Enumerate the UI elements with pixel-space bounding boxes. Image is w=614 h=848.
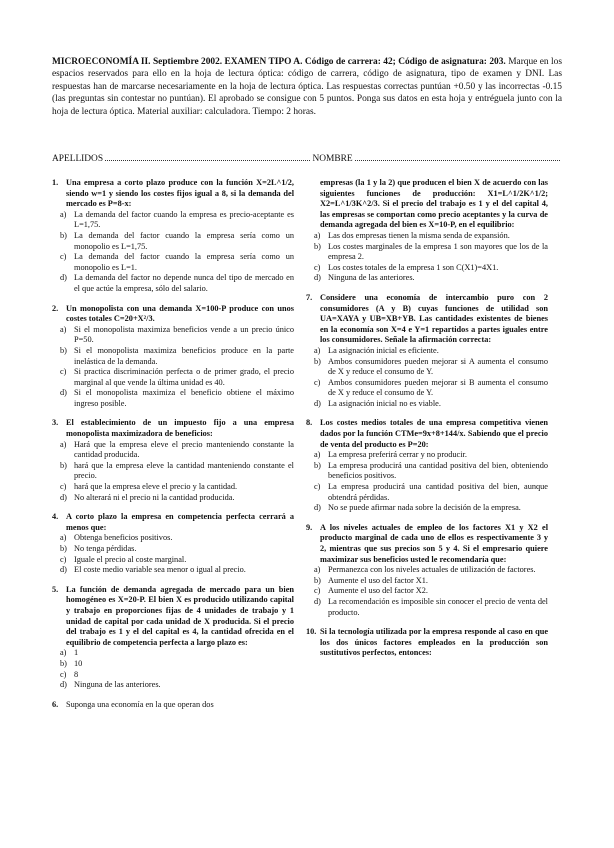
question-7-option-b [314, 357, 548, 378]
option-letter: c) [314, 377, 321, 387]
option-text: No tenga pérdidas. [74, 544, 137, 553]
option-text: hará que la empresa eleve la cantidad manteniendo constante el precio. [74, 460, 294, 481]
question-8-option-b [314, 461, 548, 482]
question-1-option-a [60, 210, 294, 231]
option-text: La empresa producirá una cantidad positiva del bien, obteniendo beneficios positivos. [328, 460, 548, 481]
question-1-option-c [60, 252, 294, 273]
option-text: 8 [74, 669, 79, 679]
option-text: Ambos consumidores pueden mejorar si A aumenta el consumo de X y reduce el consumo de Y. [328, 356, 548, 377]
question-8-option-d [314, 503, 548, 514]
question-7-option-c [314, 378, 548, 399]
option-text: Obtenga beneficios positivos. [74, 533, 173, 543]
question-text: Los costes medios totales de una empresa competitiva vienen dados por la función CTMe=9x+8+144/x. Sabiendo que el precio de venta del producto es P=20: [320, 418, 548, 449]
question-6 [52, 700, 294, 711]
question-4-option-b [60, 544, 294, 555]
option-text: Aumente el uso del factor X1. [328, 575, 428, 585]
question-number: 6. [52, 699, 59, 709]
question-number: 3. [52, 418, 59, 428]
question-10 [306, 627, 548, 659]
option-letter: c) [60, 669, 67, 679]
question-6-option-a [314, 231, 548, 242]
option-text: La empresa preferirá cerrar y no producir. [328, 450, 467, 460]
question-9 [306, 523, 548, 618]
option-letter: c) [314, 586, 321, 596]
option-letter: a) [60, 533, 67, 543]
option-letter: a) [314, 230, 321, 240]
option-text: El coste medio variable sea menor o igual al precio. [74, 565, 246, 575]
question-8-option-a [314, 450, 548, 461]
question-number: 9. [306, 522, 313, 532]
question-1-option-b [60, 231, 294, 252]
option-text: La asignación inicial es eficiente. [328, 345, 439, 355]
option-letter: a) [60, 648, 67, 658]
option-letter: d) [314, 398, 321, 408]
question-4 [52, 512, 294, 576]
question-6-option-c [314, 263, 548, 274]
question-text: La función de demanda agregada de mercado para un bien homogéneo es X=20-P. El bien X es producido utilizando capital y trabajo en proporciones fijas de 4 unidades de trabajo y 1 unidad de capital por cada unidad de X producida. Si el precio del trabajo es 1 y el del capital es 4, la cantidad ofrecida en el equilibrio de competencia perfecta a largo plazo es: [66, 584, 294, 647]
question-number: 1. [52, 178, 59, 187]
option-text: 10 [74, 658, 83, 668]
question-5-stem [52, 585, 294, 649]
option-letter: d) [60, 273, 67, 283]
option-text: No alterará ni el precio ni la cantidad producida. [74, 492, 235, 502]
option-text: hará que la empresa eleve el precio y la cantidad. [74, 482, 238, 492]
option-letter: b) [60, 345, 67, 355]
question-1 [52, 178, 294, 295]
question-8-stem [306, 418, 548, 450]
question-text: Considere una economía de intercambio puro con 2 consumidores (A y B) cuyas funciones de utilidad son UA=XAYA y UB=XB+YB. Las cantidades existentes de bienes en la economía son X=4 e Y=1 repartidos a partes iguales entre los consumidores. Señale la afirmación correcta: [320, 292, 548, 345]
option-text: Las dos empresas tienen la misma senda de expansión. [328, 230, 510, 240]
apellidos-field[interactable] [105, 154, 310, 161]
question-5-option-c [60, 670, 294, 681]
option-text: La demanda del factor cuando la empresa sería como un monopolio es L=1,75. [74, 230, 294, 251]
option-letter: a) [314, 345, 321, 355]
option-text: Ninguna de las anteriores. [74, 680, 161, 690]
option-letter: c) [314, 482, 321, 492]
option-text: Los costes totales de la empresa 1 son C(X1)=4X1. [328, 262, 499, 272]
option-text: Si practica discriminación perfecta o de primer grado, el precio marginal al que vende la última unidad es 40. [74, 367, 294, 387]
option-text: Permanezca con los niveles actuales de utilización de factores. [328, 565, 536, 575]
question-6-options [306, 231, 548, 284]
question-7-option-a [314, 346, 548, 357]
exam-header [52, 56, 562, 118]
question-4-stem [52, 512, 294, 533]
question-2-option-d [60, 388, 294, 409]
question-7-option-d [314, 399, 548, 410]
nombre-label: NOMBRE [312, 154, 353, 164]
question-number: 5. [52, 584, 59, 594]
question-2 [52, 304, 294, 410]
question-6-stem [52, 700, 294, 711]
question-3-option-a [60, 440, 294, 461]
option-letter: a) [314, 450, 321, 460]
option-text: Los costes marginales de la empresa 1 son mayores que los de la empresa 2. [328, 241, 548, 262]
question-number: 7. [306, 292, 313, 302]
question-number: 2. [52, 303, 59, 313]
option-letter: c) [60, 554, 67, 564]
question-5-option-d [60, 680, 294, 691]
option-text: Si el monopolista maximiza beneficios vende a un precio único P=50. [74, 324, 294, 345]
right-questions [306, 293, 548, 659]
question-5-option-b [60, 659, 294, 670]
option-text: La asignación inicial no es viable. [328, 398, 441, 408]
option-letter: d) [60, 565, 67, 575]
option-text: La demanda del factor cuando la empresa sería como un monopolio es L=1. [74, 252, 294, 272]
question-number: 10. [306, 627, 317, 637]
option-text: Aumente el uso del factor X2. [328, 586, 428, 596]
question-9-option-a [314, 565, 548, 576]
option-text: La demanda del factor cuando la empresa es precio-aceptante es L=1,75. [74, 209, 294, 230]
question-2-option-b [60, 346, 294, 367]
question-text: Suponga una economía en la que operan dos [66, 699, 214, 709]
option-text: La demanda del factor no depende nunca del tipo de mercado en el que actúe la empresa, sólo del salario. [74, 273, 294, 293]
exam-instructions: Marque en los espacios reservados para ello en la hoja de lectura óptica: código de carrera, código de asignatura, tipo de examen y DNI. Las respuestas han de marcarse necesariamente en la hoja de lectura óptica. Las respuestas correctas puntúan +0.50 y las incorrectas -0.15 (las preguntas sin contestar no puntúan). El aprobado se consigue con 5 puntos. Ponga sus datos en esta hoja y entréguela junto con la hoja de lectura óptica. Material auxiliar: calculadora. Tiempo: 2 horas. [52, 57, 562, 117]
option-letter: a) [60, 439, 67, 449]
question-text: El establecimiento de un impuesto fijo a una empresa monopolista maximizadora de beneficios: [66, 418, 294, 439]
option-text: La empresa producirá una cantidad positiva del bien, aunque obtendrá pérdidas. [328, 482, 548, 502]
student-name-line [52, 154, 562, 164]
question-1-option-d [60, 273, 294, 294]
question-2-option-a [60, 325, 294, 346]
question-9-option-c [314, 586, 548, 597]
option-text: 1 [74, 648, 79, 658]
option-letter: c) [60, 252, 67, 262]
exam-title: MICROECONOMÍA II. Septiembre 2002. EXAMEN TIPO A. Código de carrera: 42; Código de asignatura: 203. [52, 57, 506, 67]
question-8-option-c [314, 482, 548, 503]
option-letter: d) [60, 388, 67, 398]
option-text: Si el monopolista maximiza el beneficio obtiene el máximo ingreso posible. [74, 388, 294, 408]
question-4-option-d [60, 565, 294, 576]
option-letter: d) [60, 680, 67, 690]
question-8 [306, 418, 548, 513]
question-7 [306, 293, 548, 410]
question-6-continuation [306, 178, 548, 284]
option-letter: b) [60, 658, 67, 668]
question-7-stem [306, 293, 548, 346]
option-letter: b) [314, 460, 321, 470]
option-letter: a) [60, 324, 67, 334]
option-letter: d) [314, 596, 321, 606]
option-letter: d) [60, 492, 67, 502]
question-6-option-b [314, 242, 548, 263]
option-letter: d) [314, 503, 321, 513]
right-column [306, 178, 548, 668]
option-letter: b) [60, 460, 67, 470]
apellidos-label: APELLIDOS [52, 154, 104, 164]
question-text: Una empresa a corto plazo produce con la función X=2L^1/2, siendo w=1 y siendo los costes fijos igual a 8, si la demanda del mercado es P=8-x: [66, 178, 294, 209]
question-3-option-c [60, 482, 294, 493]
option-letter: d) [314, 273, 321, 283]
question-1-stem [52, 178, 294, 210]
question-10-stem [306, 627, 548, 659]
question-6-stem-cont: empresas (la 1 y la 2) que producen el bien X de acuerdo con las siguientes funciones de producción: X1=L^1/2K^1/2; X2=L^1/3K^2/3. Si el precio del trabajo es 1 y el del capital 4, las empresas se comportan como precio aceptantes y la curva de demanda agregada del bien es X=10-P, en el equilibrio: [320, 178, 548, 230]
question-text: A corto plazo la empresa en competencia perfecta cerrará a menos que: [66, 512, 294, 532]
question-5 [52, 585, 294, 691]
option-letter: b) [60, 544, 67, 553]
question-text: Un monopolista con una demanda X=100-P produce con unos costes totales C=20+X²/3. [66, 303, 294, 324]
question-9-stem [306, 523, 548, 565]
option-letter: a) [314, 565, 321, 575]
question-9-option-b [314, 576, 548, 587]
option-letter: a) [60, 209, 67, 219]
option-letter: b) [314, 241, 321, 251]
option-text: Hará que la empresa eleve el precio manteniendo constante la cantidad producida. [74, 439, 294, 460]
question-3-stem [52, 418, 294, 439]
option-letter: c) [60, 482, 67, 492]
question-9-option-d [314, 597, 548, 618]
option-text: Ninguna de las anteriores. [328, 273, 415, 283]
option-text: Iguale el precio al coste marginal. [74, 554, 187, 564]
question-text: Si la tecnología utilizada por la empresa responde al caso en que los dos únicos factores empleados en la producción son sustitutivos perfectos, entonces: [320, 627, 548, 658]
question-4-option-c [60, 555, 294, 566]
question-6-option-d [314, 273, 548, 284]
question-number: 8. [306, 418, 313, 428]
left-column [52, 178, 294, 719]
question-text: A los niveles actuales de empleo de los factores X1 y X2 el producto marginal de cada uno de ellos es respectivamente 3 y 2, mientras que sus precios son 5 y 4. Si el empresario quiere maximizar sus beneficios usted le recomendaría que: [320, 522, 548, 564]
option-letter: c) [314, 262, 321, 272]
option-text: Ambos consumidores pueden mejorar si B aumenta el consumo de X y reduce el consumo de Y. [328, 377, 548, 398]
option-letter: c) [60, 367, 67, 377]
question-4-option-a [60, 533, 294, 544]
option-letter: b) [314, 575, 321, 585]
question-3-option-b [60, 461, 294, 482]
option-letter: b) [314, 356, 321, 366]
question-3 [52, 418, 294, 503]
option-text: La recomendación es imposible sin conocer el precio de venta del producto. [328, 596, 548, 617]
nombre-field[interactable] [355, 154, 560, 161]
question-number: 4. [52, 512, 59, 522]
question-5-option-a [60, 648, 294, 659]
option-text: No se puede afirmar nada sobre la decisión de la empresa. [328, 503, 521, 513]
question-3-option-d [60, 493, 294, 504]
option-text: Si el monopolista maximiza beneficios produce en la parte inelástica de la demanda. [74, 345, 294, 366]
option-letter: b) [60, 230, 67, 240]
question-2-option-c [60, 367, 294, 388]
question-2-stem [52, 304, 294, 325]
